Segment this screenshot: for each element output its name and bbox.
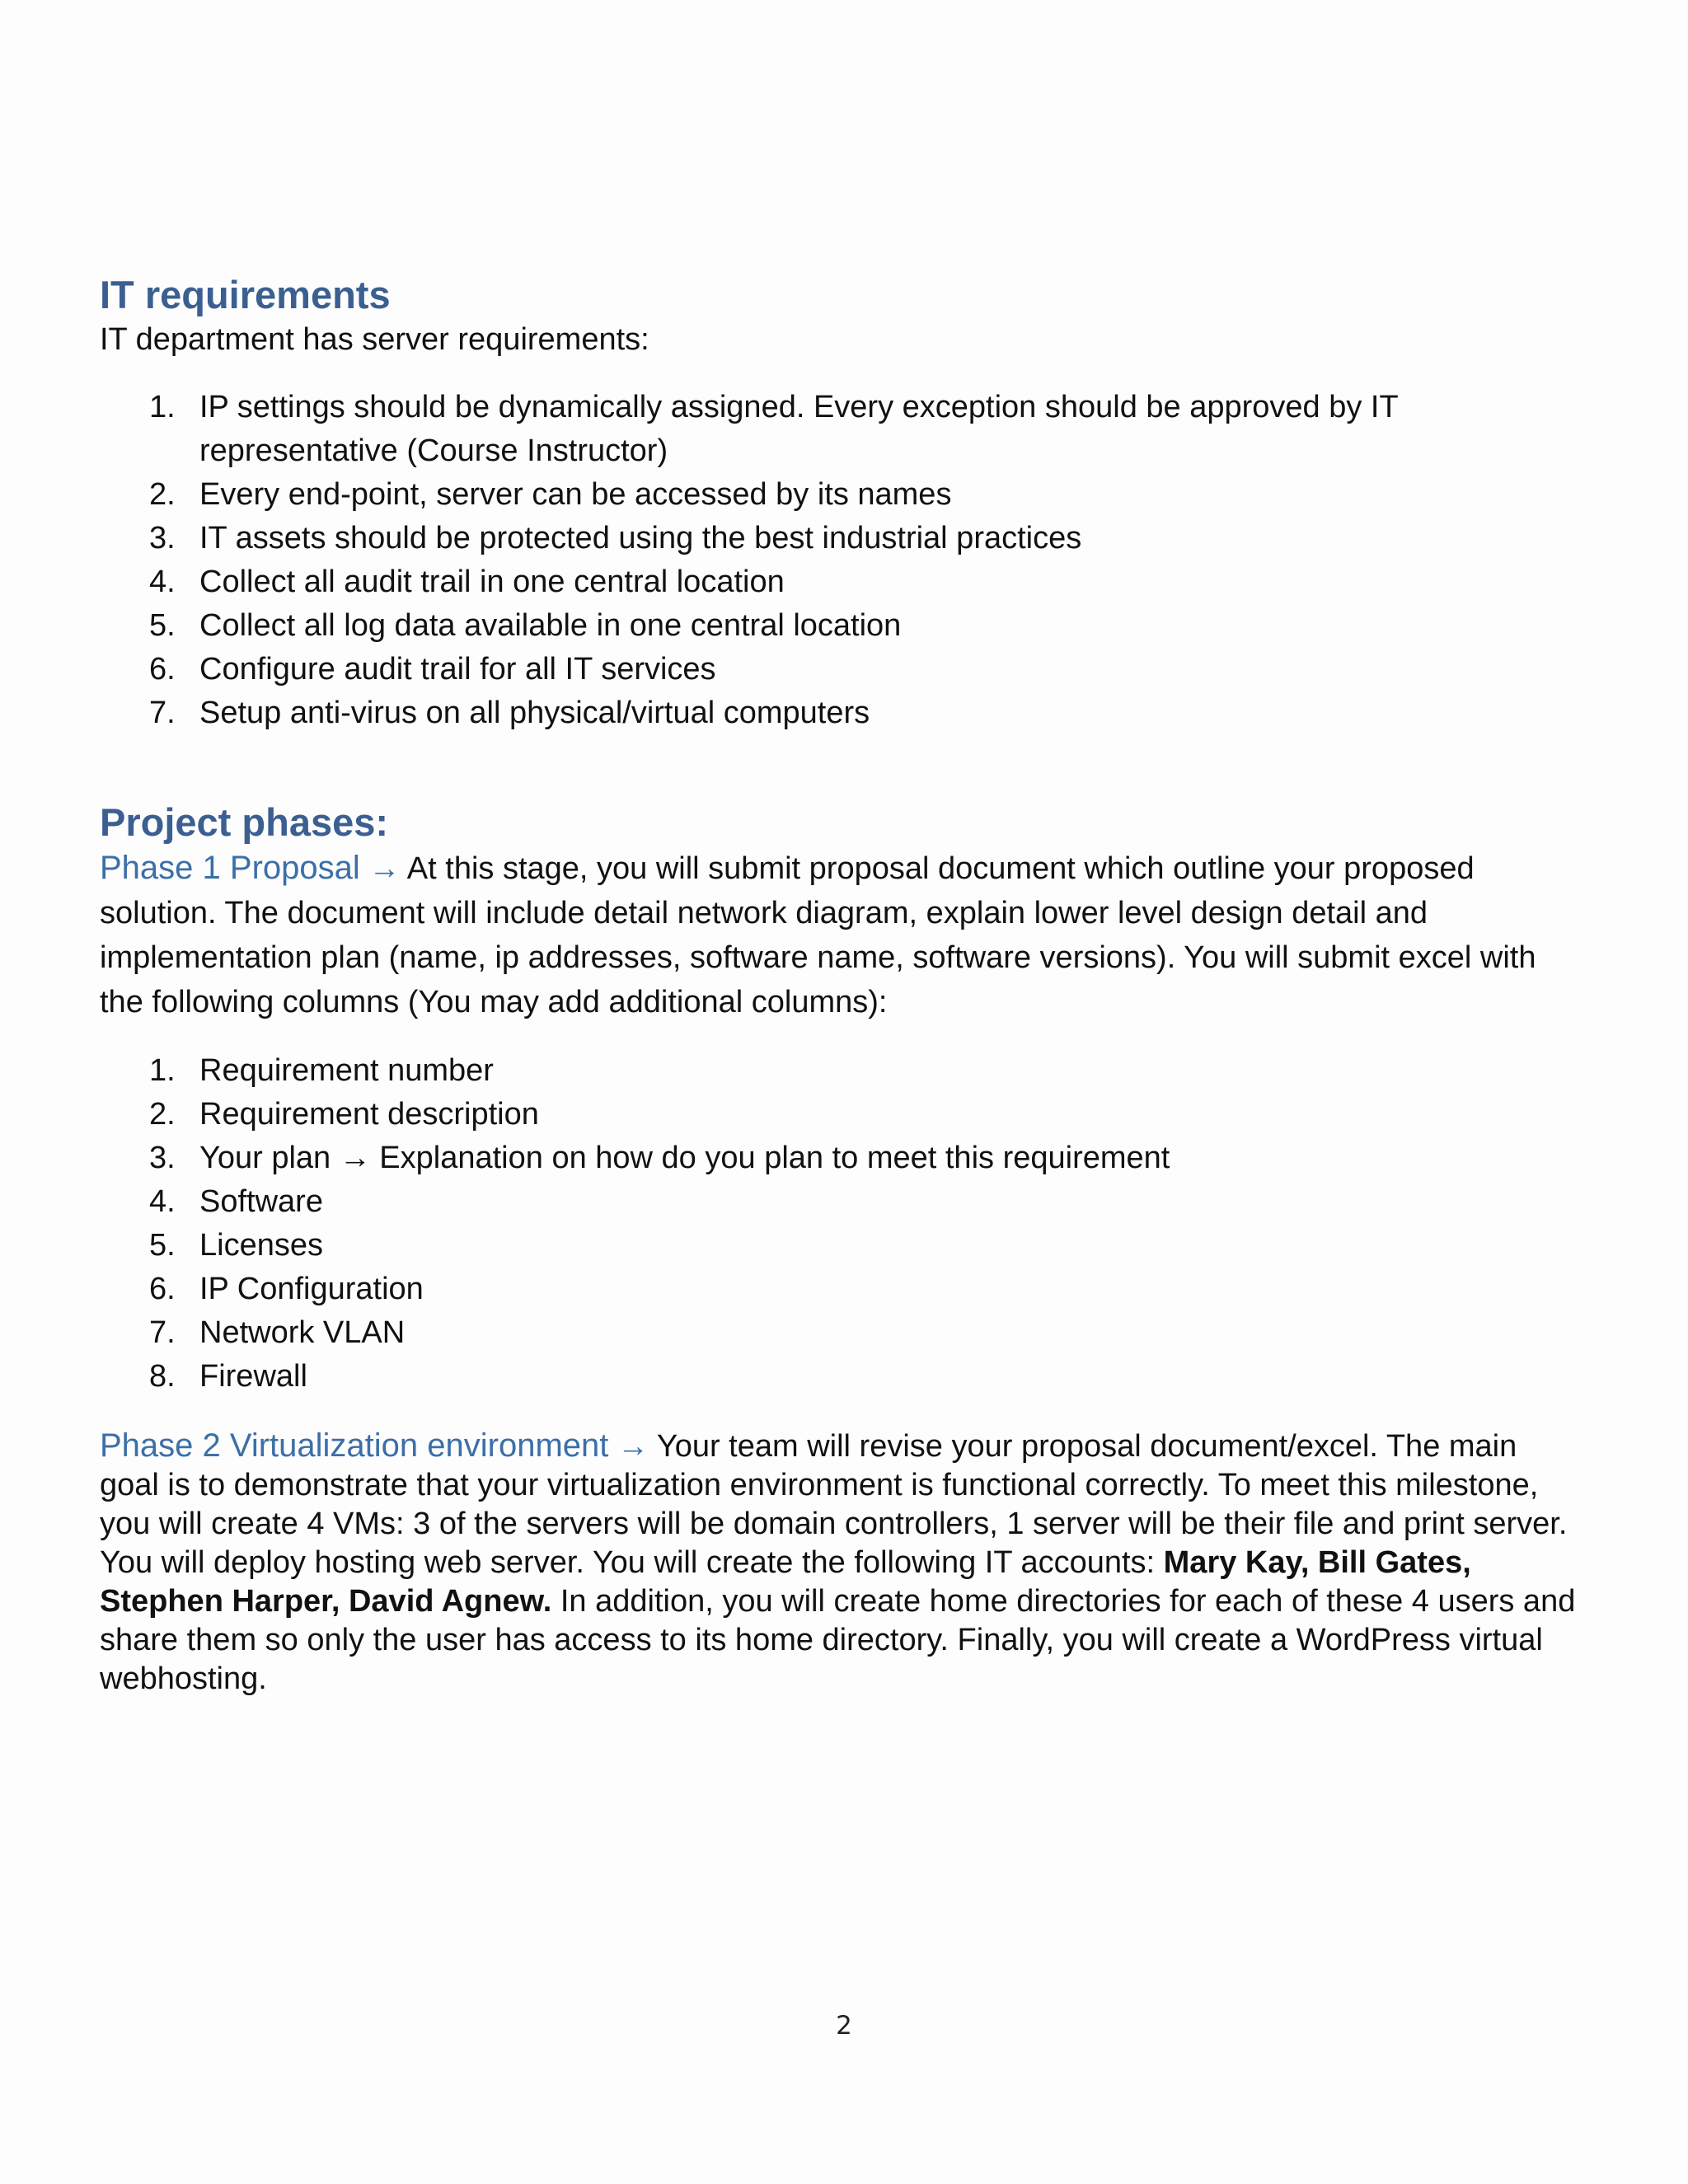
phase1-title: Phase 1 Proposal bbox=[100, 850, 360, 886]
list-item: 5. Collect all log data available in one central location bbox=[149, 608, 902, 643]
heading-it-requirements: IT requirements bbox=[100, 273, 391, 316]
list-item: 7. Setup anti-virus on all physical/virtual computers bbox=[149, 696, 870, 730]
phase1-paragraph bbox=[100, 846, 1583, 1024]
list-item: 2. Requirement description bbox=[149, 1097, 539, 1132]
list-item: 6. IP Configuration bbox=[149, 1272, 424, 1306]
list-item: 5. Licenses bbox=[149, 1228, 323, 1263]
page-number: 2 bbox=[836, 2011, 852, 2041]
list-item: 7. Network VLAN bbox=[149, 1315, 406, 1350]
phase1-text: At this stage, you will submit proposal document which outline your proposed solution. The document will include detail network diagram, explain lower level design detail and implementation plan (name, ip addresses, software name, software versions). You will submit excel with the following columns (You may add additional columns): bbox=[100, 851, 1536, 1019]
heading-project-phases: Project phases: bbox=[100, 800, 389, 844]
list-item: 8. Firewall bbox=[149, 1359, 307, 1394]
it-requirements-intro: IT department has server requirements: bbox=[100, 322, 649, 357]
phase1-columns-list bbox=[100, 1049, 1583, 1399]
phase2-text-b: In addition, you will create home directories for each of these 4 users and share them so only the user has access to its home directory. Finally, you will create a WordPress virtual webhosting. bbox=[100, 1584, 1576, 1696]
list-item: 3. IT assets should be protected using the best industrial practices bbox=[149, 521, 1082, 555]
phase2-paragraph bbox=[100, 1427, 1583, 1699]
phase2-title: Phase 2 Virtualization environment bbox=[100, 1427, 609, 1464]
arrow-right-icon: → bbox=[368, 851, 401, 886]
list-item: 1. Requirement number bbox=[149, 1053, 494, 1088]
page-content bbox=[100, 272, 1583, 1699]
list-item: 4. Software bbox=[149, 1184, 323, 1219]
arrow-right-icon: → bbox=[617, 1429, 649, 1464]
phase2-accounts: Mary Kay, Bill Gates, Stephen Harper, David Agnew. bbox=[100, 1545, 1471, 1619]
phase2-text-a: Your team will revise your proposal document/excel. The main goal is to demonstrate that your virtualization environment is functional correctly. To meet this milestone, you will create 4 VMs: 3 of the servers will be domain controllers, 1 server will be their file and print server. You will deploy hosting web server. You will create the following IT accounts: bbox=[100, 1429, 1568, 1580]
list-item: 6. Configure audit trail for all IT services bbox=[149, 652, 716, 687]
list-item: 4. Collect all audit trail in one central location bbox=[149, 565, 785, 599]
list-item: 2. Every end-point, server can be accessed by its names bbox=[149, 477, 952, 512]
it-requirements-list bbox=[100, 386, 1583, 735]
list-item: 3. Your plan → Explanation on how do you plan to meet this requirement bbox=[149, 1141, 1170, 1175]
list-item: 1. IP settings should be dynamically assigned. Every exception should be approved by IT representative (Course Instructor) bbox=[149, 390, 1399, 468]
